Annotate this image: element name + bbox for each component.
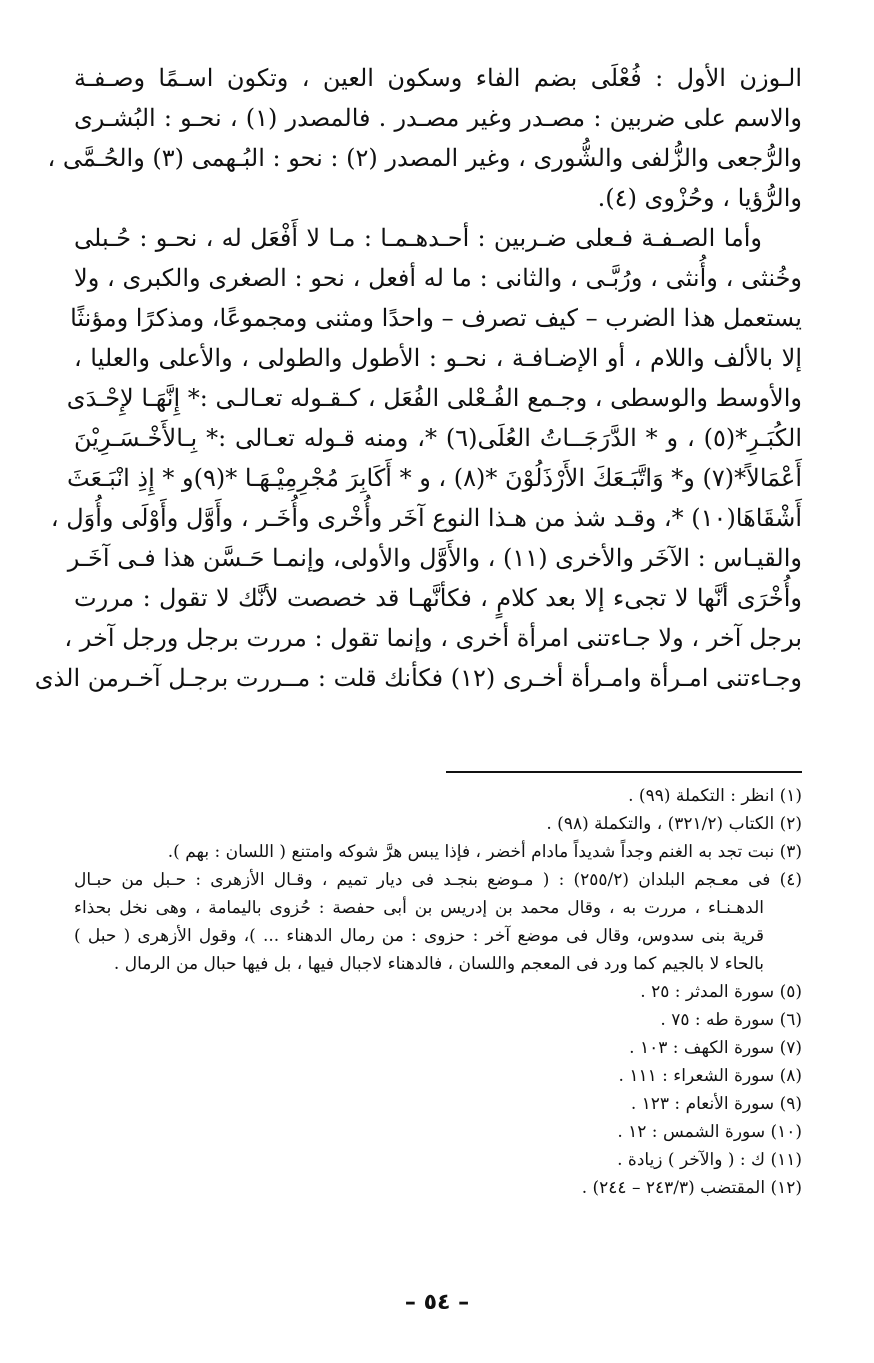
page-number: – ٥٤ –	[404, 1290, 470, 1315]
footnote-divider	[446, 771, 802, 773]
body-line: والأوسط والوسطى ، وجـمع الفُـعْلى الفُعَل ، كـقـوله تعـالـى :* إِنَّهَـا لإِحْـدَى	[66, 384, 802, 412]
footnote-4: (٤) فى معـجم البلدان (٢٥٥/٢) : ( مـوضع بنجـد فى ديار تميم ، وقـال الأزهرى : حـبل من حبـال	[74, 870, 802, 890]
footnote-4-continued: قرية بنى سدوس، وقال فى موضع آخر : حزوى : من رمال الدهناء ... )، وقول الأزهرى ( حبل )	[74, 926, 764, 946]
body-line: أَعْمَالاً*(٧) و* وَاتَّبَـعَكَ الأَرْذَلُوْنَ *(٨) ، و * أَكَابِرَ مُجْرِمِيْـهَـا *(٩)و * إِذِ انْبَـعَثَ	[67, 464, 802, 492]
body-line: والرُّجعى والزُّلفى والشُّورى ، وغير المصدر (٢) : نحو : البُـهمى (٣) والحُـمَّى ،	[47, 144, 802, 172]
footnote-7: (٧) سورة الكهف : ١٠٣ .	[629, 1038, 802, 1058]
body-line: والقيـاس : الآخَر والأخرى (١١) ، والأَوَّل والأولى، وإنمـا حَـسَّن هذا فـى آخَـر	[67, 544, 802, 572]
footnote-2: (٢) الكتاب (٣٢١/٢) ، والتكملة (٩٨) .	[546, 814, 802, 834]
footnotes	[74, 782, 802, 1202]
body-line: والاسم على ضربين : مصـدر وغير مصـدر . فالمصدر (١) ، نحـو : البُشـرى	[74, 104, 802, 132]
body-line: برجل آخر ، ولا جـاءتنى امرأة أخرى ، وإنما تقول : مررت برجل ورجل آخر ،	[64, 624, 802, 652]
body-line: يستعمل هذا الضرب – كيف تصرف – واحدًا ومثنى ومجموعًا، ومذكرًا ومؤنثًا	[70, 304, 802, 332]
body-line: الـوزن الأول : فُعْلَى بضم الفاء وسكون العين ، وتكون اسـمًا وصـفـة	[74, 64, 802, 92]
footnote-10: (١٠) سورة الشمس : ١٢ .	[617, 1122, 802, 1142]
body-line: إلا بالألف واللام ، أو الإضـافـة ، نحـو : الأطول والطولى ، والأعلى والعليا ،	[74, 344, 802, 372]
body-line: وأُخْرَى أنَّها لا تجىء إلا بعد كلامٍ ، فكأنَّهـا قد خصصت لأنَّك لا تقول : مررت	[74, 584, 803, 612]
body-line: وجـاءتنى امـرأة وامـرأة أخـرى (١٢) فكأنك قلت : مــررت برجـل آخـرمن الذى	[34, 664, 802, 692]
footnote-1: (١) انظر : التكملة (٩٩) .	[628, 786, 802, 806]
body-line: وخُنثى ، وأُنثى ، ورُبَّـى ، والثانى : ما له أفعل ، نحو : الصغرى والكبرى ، ولا	[74, 264, 802, 292]
footnote-6: (٦) سورة طه : ٧٥ .	[660, 1010, 802, 1030]
body-line: أَشْقَاهَا(١٠) *، وقـد شذ من هـذا النوع آخَر وأُخْرى وأُخَـر ، وأَوَّل وأَوْلَى وأُوَل ،	[50, 504, 802, 532]
footnote-9: (٩) سورة الأنعام : ١٢٣ .	[630, 1094, 802, 1114]
body-line: وأما الصـفـة فـعلى ضـربين : أحـدهـمـا : مـا لا أَفْعَل له ، نحـو : حُـبلى	[74, 224, 762, 252]
footnote-3: (٣) نبت تجد به الغنم وجداً شديداً مادام أخضر ، فإذا يبس هرَّ شوكه وامتنع ( اللسان : بهم ).	[167, 842, 802, 862]
footnote-12: (١٢) المقتضب (٢٤٣/٣ – ٢٤٤) .	[581, 1178, 802, 1198]
footnote-5: (٥) سورة المدثر : ٢٥ .	[640, 982, 802, 1002]
main-text	[34, 58, 803, 698]
body-line: والرُّؤيا ، وحُزْوى (٤).	[597, 184, 802, 212]
body-line: الكُبَـرِ*(٥) ، و * الدَّرَجَــاتُ العُلَى(٦) *، ومنه قـوله تعـالى :* بِـالأَخْـسَـرِيْنَ	[74, 424, 803, 452]
footnote-8: (٨) سورة الشعراء : ١١١ .	[618, 1066, 802, 1086]
footnote-11: (١١) ك : ( والآخر ) زيادة .	[617, 1150, 802, 1170]
footnote-4-continued: بالحاء لا بالجيم كما ورد فى المعجم واللسان ، فالدهناء لاجبال فيها ، بل فيها حبال من الرمال .	[113, 954, 764, 974]
footnote-4-continued: الدهـنـاء ، مررت به ، وقال محمد بن إدريس بن أبى حفصة : حُزوى باليمامة ، وهى نخل بحذاء	[74, 898, 764, 918]
